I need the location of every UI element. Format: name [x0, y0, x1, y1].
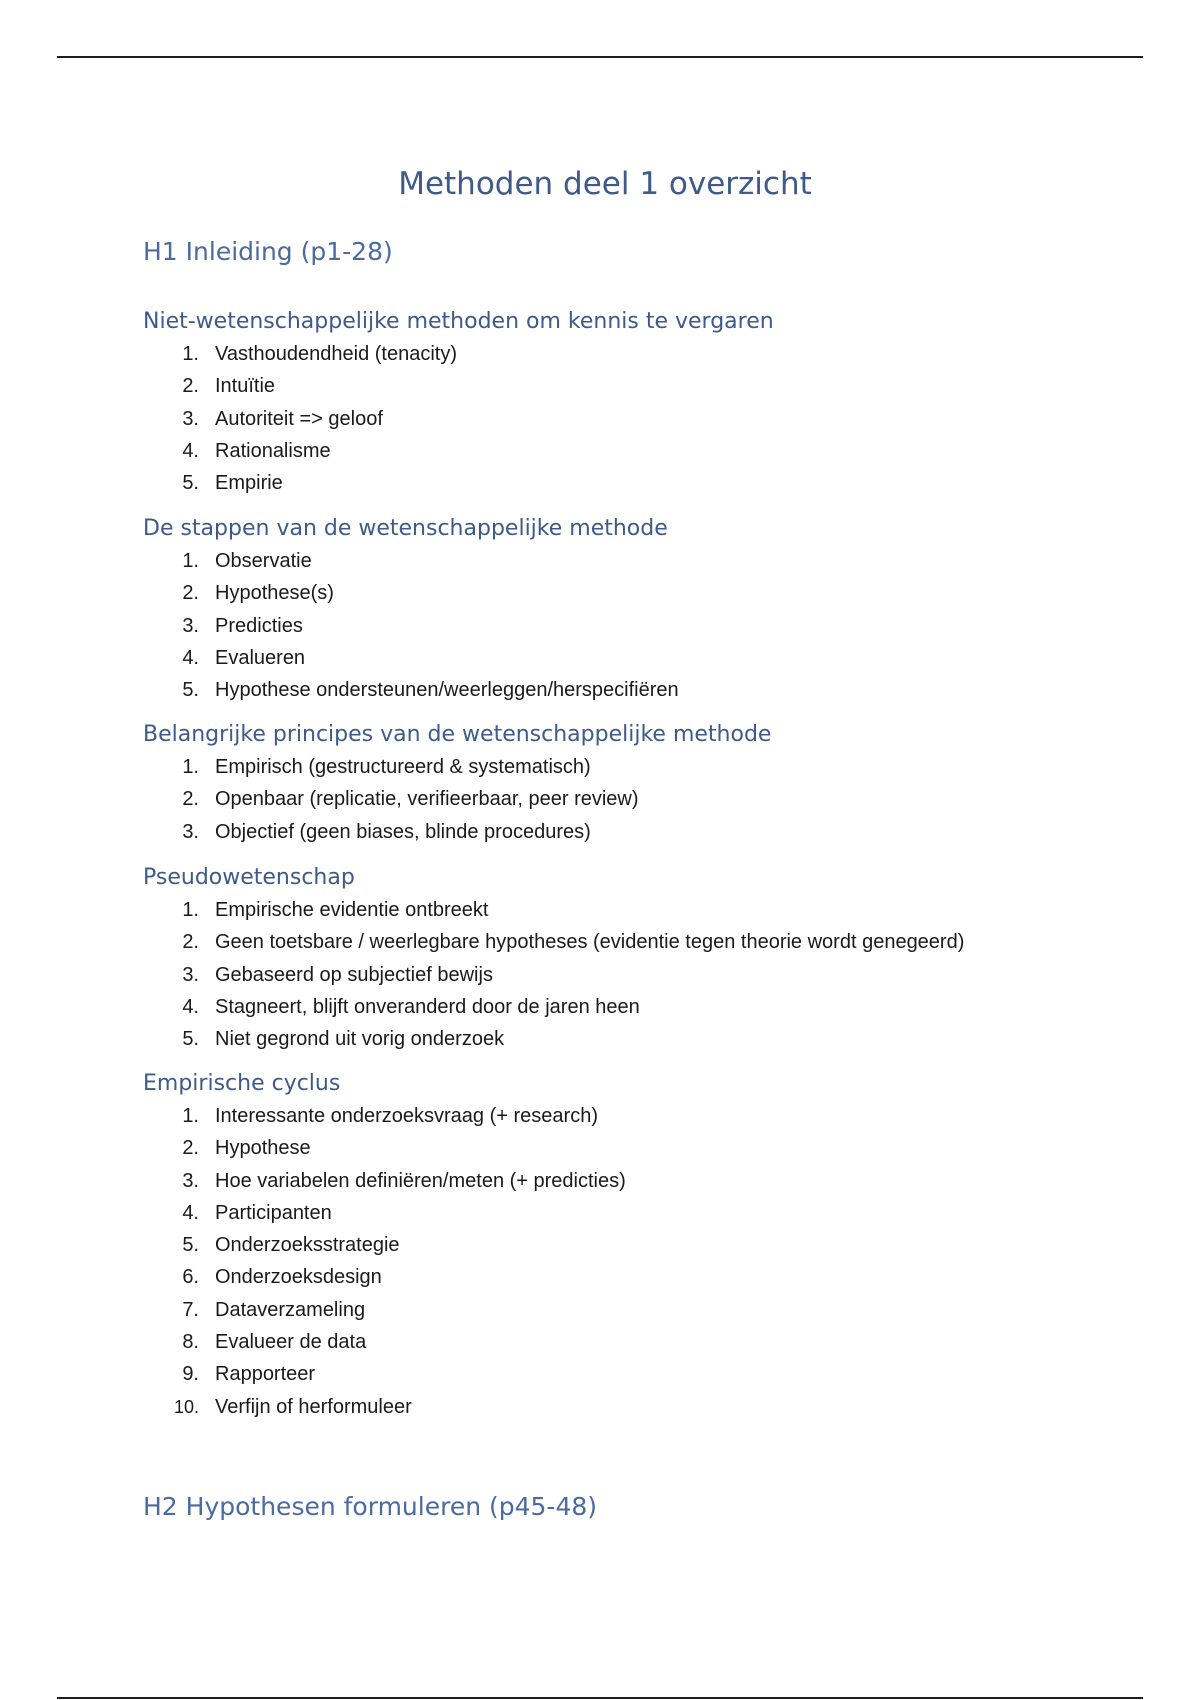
list-item: 3. Objectief (geen biases, blinde procedures)	[182, 820, 591, 843]
list-item: 3. Hoe variabelen definiëren/meten (+ predicties)	[182, 1169, 626, 1192]
section-belangrijke-principes	[143, 719, 1143, 848]
list-item: 3. Gebaseerd op subjectief bewijs	[182, 963, 493, 986]
numbered-list	[143, 545, 1143, 706]
section-heading: Empirische cyclus	[143, 1071, 341, 1096]
numbered-list	[143, 1100, 1143, 1423]
section-heading: Belangrijke principes van de wetenschappelijke methode	[143, 722, 772, 747]
list-item: 4. Participanten	[182, 1201, 332, 1224]
list-item: 10. Verfijn of herformuleer	[173, 1395, 412, 1418]
numbered-list	[143, 338, 1143, 499]
section-heading: Pseudowetenschap	[143, 865, 355, 890]
list-item: 3. Predicties	[182, 614, 303, 637]
list-item: 1. Empirisch (gestructureerd & systematisch)	[182, 756, 591, 778]
document-title: Methoden deel 1 overzicht	[398, 166, 812, 202]
section-heading: De stappen van de wetenschappelijke methode	[143, 516, 668, 541]
section-niet-wetenschappelijke-methoden	[143, 306, 1143, 499]
list-item: 5. Onderzoeksstrategie	[182, 1234, 400, 1257]
section-empirische-cyclus	[143, 1068, 1143, 1423]
list-item: 3. Autoriteit => geloof	[182, 407, 383, 430]
list-item: 5. Empirie	[182, 472, 283, 495]
list-item: 2. Intuïtie	[182, 375, 276, 398]
list-item: 6. Onderzoeksdesign	[182, 1266, 382, 1289]
numbered-list	[143, 894, 1143, 1055]
list-item: 9. Rapporteer	[182, 1363, 316, 1386]
list-item: 7. Dataverzameling	[182, 1298, 366, 1321]
list-item: 2. Hypothese	[182, 1137, 311, 1160]
section-heading: Niet-wetenschappelijke methoden om kennis te vergaren	[143, 309, 774, 334]
list-item: 8. Evalueer de data	[182, 1331, 367, 1354]
list-item: 1. Interessante onderzoeksvraag (+ research)	[182, 1105, 598, 1127]
chapter-heading-h1: H1 Inleiding (p1-28)	[143, 237, 393, 266]
header-rule	[57, 56, 1143, 58]
list-item: 4. Rationalisme	[182, 439, 331, 462]
list-item: 5. Hypothese ondersteunen/weerleggen/herspecifiëren	[182, 679, 679, 702]
list-item: 4. Evalueren	[182, 646, 306, 669]
numbered-list	[143, 751, 1143, 848]
list-item: 2. Openbaar (replicatie, verifieerbaar, peer review)	[182, 788, 639, 811]
list-item: 4. Stagneert, blijft onveranderd door de jaren heen	[182, 995, 640, 1018]
list-item: 1. Observatie	[182, 550, 312, 572]
chapter-heading-h2: H2 Hypothesen formuleren (p45-48)	[143, 1492, 598, 1521]
list-item: 1. Empirische evidentie ontbreekt	[182, 899, 489, 921]
section-pseudowetenschap	[143, 862, 1143, 1055]
list-item: 2. Hypothese(s)	[182, 582, 334, 605]
list-item: 5. Niet gegrond uit vorig onderzoek	[182, 1028, 505, 1051]
section-stappen-wetenschappelijke-methode	[143, 513, 1143, 706]
footer-rule	[57, 1697, 1143, 1699]
list-item: 2. Geen toetsbare / weerlegbare hypotheses (evidentie tegen theorie wordt genegeerd)	[182, 931, 965, 954]
list-item: 1. Vasthoudendheid (tenacity)	[182, 343, 458, 365]
